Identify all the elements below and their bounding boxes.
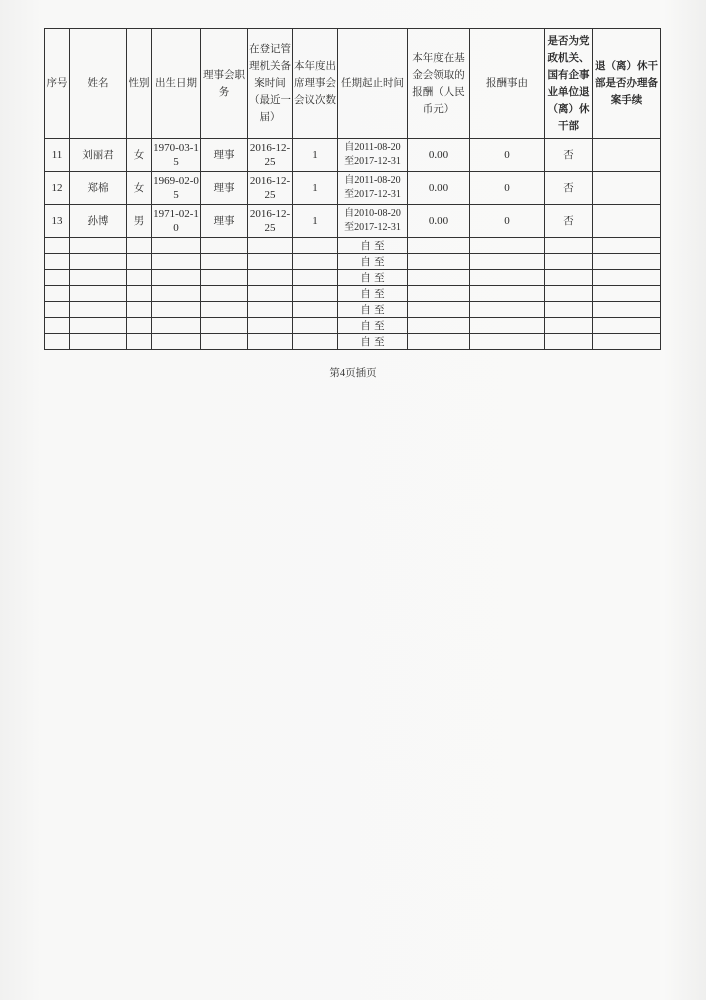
blank-table-row (45, 238, 661, 254)
cell-filed: 2016-12-25 (248, 205, 293, 238)
cell-empty (45, 318, 70, 334)
cell-empty (201, 286, 248, 302)
cell-birth: 1969-02-05 (152, 172, 201, 205)
cell-reason: 0 (470, 205, 545, 238)
cell-empty (545, 254, 593, 270)
cell-empty (201, 254, 248, 270)
term-to: 至2017-12-31 (344, 222, 401, 233)
cell-role: 理事 (201, 172, 248, 205)
header-gender: 性别 (127, 29, 152, 139)
blank-table-row (45, 302, 661, 318)
cell-birth: 1970-03-15 (152, 139, 201, 172)
term-to: 至2017-12-31 (344, 189, 401, 200)
cell-pay: 0.00 (408, 139, 470, 172)
cell-birth: 1971-02-10 (152, 205, 201, 238)
header-row (45, 29, 661, 139)
cell-filing (593, 139, 661, 172)
cell-empty (593, 270, 661, 286)
header-reason: 报酬事由 (470, 29, 545, 139)
table-row (45, 205, 661, 238)
cell-empty (45, 238, 70, 254)
cell-empty (45, 302, 70, 318)
cell-filing (593, 172, 661, 205)
table-row (45, 172, 661, 205)
cell-empty (70, 238, 127, 254)
cell-empty (248, 302, 293, 318)
cell-empty (408, 318, 470, 334)
blank-table-row (45, 334, 661, 350)
header-attend: 本年度出席理事会会议次数 (293, 29, 338, 139)
cell-empty (152, 286, 201, 302)
term-from: 自2011-08-20 (344, 142, 401, 153)
cell-reason: 0 (470, 172, 545, 205)
term-to: 至2017-12-31 (344, 156, 401, 167)
cell-filed: 2016-12-25 (248, 172, 293, 205)
cell-empty (127, 318, 152, 334)
cell-pay: 0.00 (408, 172, 470, 205)
cell-term-blank: 自 至 (338, 254, 408, 270)
cell-empty (293, 334, 338, 350)
cell-empty (408, 270, 470, 286)
cell-empty (70, 318, 127, 334)
cell-empty (152, 318, 201, 334)
blank-table-row (45, 318, 661, 334)
blank-table-row (45, 254, 661, 270)
term-from: 自2011-08-20 (344, 175, 401, 186)
cell-empty (127, 286, 152, 302)
cell-empty (593, 238, 661, 254)
cell-empty (470, 254, 545, 270)
cell-empty (293, 318, 338, 334)
cell-empty (127, 302, 152, 318)
cell-empty (293, 254, 338, 270)
cell-empty (152, 302, 201, 318)
cell-empty (201, 270, 248, 286)
cell-empty (45, 286, 70, 302)
cell-empty (408, 254, 470, 270)
cell-empty (470, 238, 545, 254)
cell-empty (127, 238, 152, 254)
cell-empty (70, 270, 127, 286)
cell-attend: 1 (293, 139, 338, 172)
cell-retired: 否 (545, 172, 593, 205)
cell-no: 12 (45, 172, 70, 205)
cell-empty (248, 270, 293, 286)
cell-term-blank: 自 至 (338, 318, 408, 334)
cell-role: 理事 (201, 139, 248, 172)
cell-empty (470, 334, 545, 350)
cell-empty (545, 286, 593, 302)
cell-empty (545, 318, 593, 334)
council-members-table (44, 28, 661, 350)
header-filing: 退（离）休干部是否办理备案手续 (593, 29, 661, 139)
cell-empty (293, 238, 338, 254)
cell-retired: 否 (545, 205, 593, 238)
cell-empty (293, 302, 338, 318)
blank-table-row (45, 270, 661, 286)
cell-empty (201, 238, 248, 254)
cell-empty (408, 334, 470, 350)
cell-empty (127, 270, 152, 286)
cell-no: 13 (45, 205, 70, 238)
table-row (45, 139, 661, 172)
cell-empty (470, 270, 545, 286)
cell-term-blank: 自 至 (338, 270, 408, 286)
cell-name: 孙博 (70, 205, 127, 238)
cell-empty (201, 302, 248, 318)
cell-empty (545, 238, 593, 254)
cell-term-blank: 自 至 (338, 238, 408, 254)
header-term: 任期起止时间 (338, 29, 408, 139)
cell-gender: 女 (127, 139, 152, 172)
term-from: 自2010-08-20 (344, 208, 401, 219)
cell-empty (70, 254, 127, 270)
cell-filed: 2016-12-25 (248, 139, 293, 172)
cell-filing (593, 205, 661, 238)
cell-empty (127, 254, 152, 270)
blank-rows (45, 238, 661, 350)
cell-empty (248, 334, 293, 350)
cell-empty (152, 254, 201, 270)
cell-attend: 1 (293, 172, 338, 205)
page-footer-note: 第4页插页 (329, 368, 377, 379)
header-pay: 本年度在基金会领取的报酬（人民币元） (408, 29, 470, 139)
cell-no: 11 (45, 139, 70, 172)
cell-empty (470, 286, 545, 302)
cell-empty (593, 254, 661, 270)
cell-term (338, 205, 408, 238)
cell-empty (470, 318, 545, 334)
cell-empty (152, 270, 201, 286)
cell-empty (201, 318, 248, 334)
cell-name: 郑棉 (70, 172, 127, 205)
cell-empty (248, 318, 293, 334)
cell-empty (593, 334, 661, 350)
cell-empty (293, 286, 338, 302)
cell-gender: 女 (127, 172, 152, 205)
header-retired: 是否为党政机关、国有企事业单位退（离）休干部 (545, 29, 593, 139)
header-name: 姓名 (70, 29, 127, 139)
header-birth: 出生日期 (152, 29, 201, 139)
header-no: 序号 (45, 29, 70, 139)
cell-empty (248, 238, 293, 254)
cell-term-blank: 自 至 (338, 286, 408, 302)
cell-empty (127, 334, 152, 350)
cell-role: 理事 (201, 205, 248, 238)
cell-term-blank: 自 至 (338, 334, 408, 350)
cell-empty (45, 334, 70, 350)
cell-empty (545, 270, 593, 286)
cell-attend: 1 (293, 205, 338, 238)
cell-empty (293, 270, 338, 286)
cell-empty (152, 334, 201, 350)
cell-empty (408, 238, 470, 254)
cell-empty (45, 270, 70, 286)
cell-retired: 否 (545, 139, 593, 172)
cell-empty (470, 302, 545, 318)
cell-empty (545, 302, 593, 318)
cell-term-blank: 自 至 (338, 302, 408, 318)
cell-empty (45, 254, 70, 270)
cell-empty (408, 302, 470, 318)
cell-empty (248, 286, 293, 302)
cell-empty (545, 334, 593, 350)
cell-empty (593, 302, 661, 318)
cell-empty (593, 318, 661, 334)
cell-empty (152, 238, 201, 254)
header-role: 理事会职务 (201, 29, 248, 139)
cell-term (338, 139, 408, 172)
cell-empty (248, 254, 293, 270)
header-filed: 在登记管理机关备案时间（最近一届） (248, 29, 293, 139)
cell-empty (408, 286, 470, 302)
cell-empty (70, 302, 127, 318)
cell-empty (70, 286, 127, 302)
cell-term (338, 172, 408, 205)
cell-pay: 0.00 (408, 205, 470, 238)
cell-name: 刘丽君 (70, 139, 127, 172)
cell-empty (593, 286, 661, 302)
cell-gender: 男 (127, 205, 152, 238)
cell-empty (201, 334, 248, 350)
cell-empty (70, 334, 127, 350)
cell-reason: 0 (470, 139, 545, 172)
blank-table-row (45, 286, 661, 302)
